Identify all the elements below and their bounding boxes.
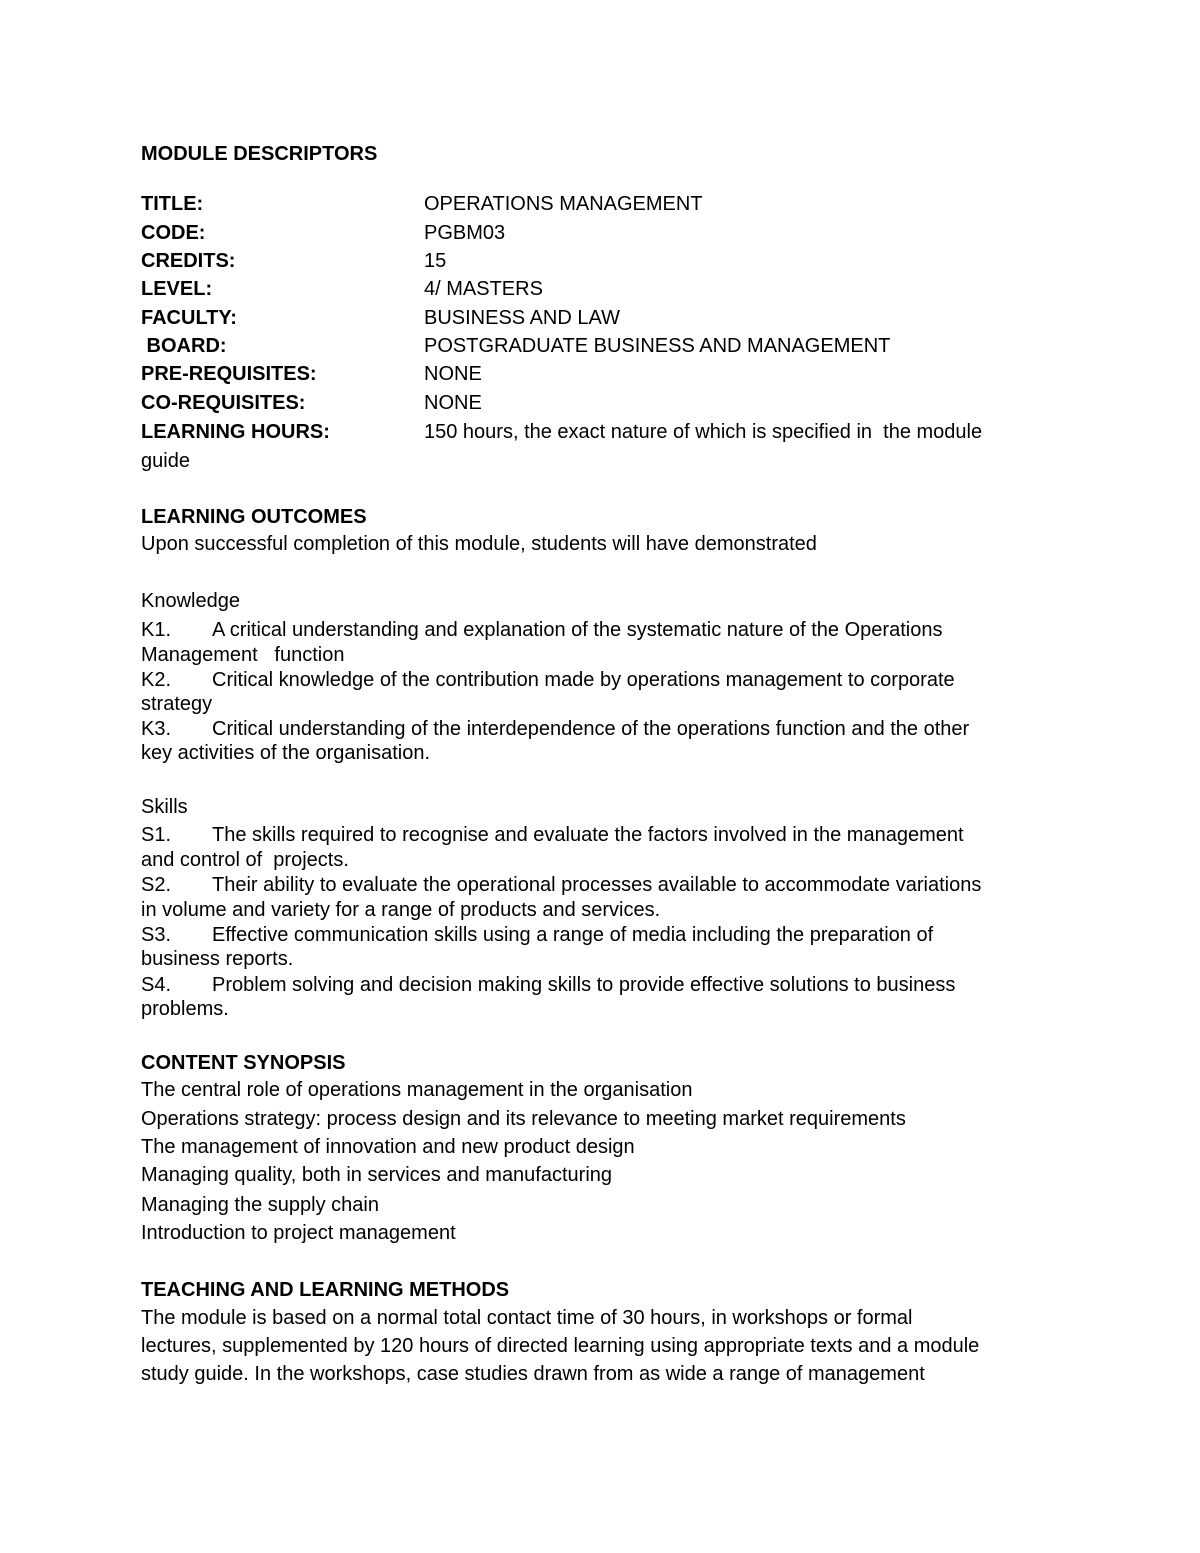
field-value-title: OPERATIONS MANAGEMENT <box>424 193 703 215</box>
learning-hours-continuation: guide <box>141 450 190 472</box>
item-text: Problem solving and decision making skills to provide effective solutions to business <box>212 974 956 996</box>
synopsis-item: The management of innovation and new product design <box>141 1136 635 1158</box>
item-number: S1. <box>141 824 172 846</box>
knowledge-item-k1-cont: Management function <box>141 644 345 666</box>
knowledge-item-k3-cont: key activities of the organisation. <box>141 742 431 764</box>
field-label-prerequisites: PRE-REQUISITES: <box>141 363 317 385</box>
item-number: K1. <box>141 619 172 641</box>
field-value-faculty: BUSINESS AND LAW <box>424 307 620 329</box>
teaching-paragraph-line: lectures, supplemented by 120 hours of directed learning using appropriate texts and a module <box>141 1335 980 1357</box>
item-text: Critical knowledge of the contribution made by operations management to corporate <box>212 669 955 691</box>
field-label-level: LEVEL: <box>141 278 213 300</box>
section-heading-learning-outcomes: LEARNING OUTCOMES <box>141 506 367 528</box>
item-text: A critical understanding and explanation of the systematic nature of the Operations <box>212 619 943 641</box>
field-value-code: PGBM03 <box>424 222 506 244</box>
knowledge-item-k1 <box>141 618 942 643</box>
synopsis-item: The central role of operations management in the organisation <box>141 1079 693 1101</box>
section-heading-teaching-methods: TEACHING AND LEARNING METHODS <box>141 1279 510 1301</box>
item-number: K3. <box>141 718 172 740</box>
skills-item-s1 <box>141 823 964 848</box>
section-heading-content-synopsis: CONTENT SYNOPSIS <box>141 1052 346 1074</box>
skills-item-s2-cont: in volume and variety for a range of products and services. <box>141 899 661 921</box>
learning-outcomes-intro: Upon successful completion of this module, students will have demonstrated <box>141 533 817 555</box>
item-text: Effective communication skills using a range of media including the preparation of <box>212 924 934 946</box>
item-number: S2. <box>141 874 172 896</box>
synopsis-item: Managing quality, both in services and manufacturing <box>141 1164 613 1186</box>
field-value-credits: 15 <box>424 250 447 272</box>
synopsis-item: Managing the supply chain <box>141 1194 379 1216</box>
item-number: S4. <box>141 974 172 996</box>
item-text: Critical understanding of the interdependence of the operations function and the other <box>212 718 970 740</box>
knowledge-item-k2 <box>141 668 955 693</box>
field-value-learning-hours: 150 hours, the exact nature of which is specified in the module <box>424 421 983 443</box>
field-value-prerequisites: NONE <box>424 363 482 385</box>
synopsis-item: Introduction to project management <box>141 1222 456 1244</box>
teaching-paragraph-line: study guide. In the workshops, case studies drawn from as wide a range of management <box>141 1363 925 1385</box>
item-number: S3. <box>141 924 172 946</box>
field-label-corequisites: CO-REQUISITES: <box>141 392 306 414</box>
field-label-credits: CREDITS: <box>141 250 236 272</box>
skills-item-s2 <box>141 873 981 898</box>
field-label-faculty: FACULTY: <box>141 307 237 329</box>
skills-item-s3 <box>141 923 933 948</box>
item-number: K2. <box>141 669 172 691</box>
field-label-code: CODE: <box>141 222 206 244</box>
knowledge-heading: Knowledge <box>141 590 240 612</box>
field-value-level: 4/ MASTERS <box>424 278 543 300</box>
knowledge-item-k2-cont: strategy <box>141 693 213 715</box>
document-heading: MODULE DESCRIPTORS <box>141 143 378 165</box>
field-label-board: BOARD: <box>141 335 227 357</box>
synopsis-item: Operations strategy: process design and its relevance to meeting market requirements <box>141 1108 906 1130</box>
skills-item-s1-cont: and control of projects. <box>141 849 349 871</box>
skills-heading: Skills <box>141 796 188 818</box>
field-value-board: POSTGRADUATE BUSINESS AND MANAGEMENT <box>424 335 891 357</box>
field-label-title: TITLE: <box>141 193 204 215</box>
skills-item-s4-cont: problems. <box>141 998 229 1020</box>
skills-item-s4 <box>141 973 955 998</box>
item-text: The skills required to recognise and evaluate the factors involved in the management <box>212 824 964 846</box>
field-label-learning-hours: LEARNING HOURS: <box>141 421 330 443</box>
field-value-corequisites: NONE <box>424 392 482 414</box>
item-text: Their ability to evaluate the operational processes available to accommodate variations <box>212 874 982 896</box>
skills-item-s3-cont: business reports. <box>141 948 294 970</box>
knowledge-item-k3 <box>141 717 969 742</box>
teaching-paragraph-line: The module is based on a normal total contact time of 30 hours, in workshops or formal <box>141 1307 913 1329</box>
